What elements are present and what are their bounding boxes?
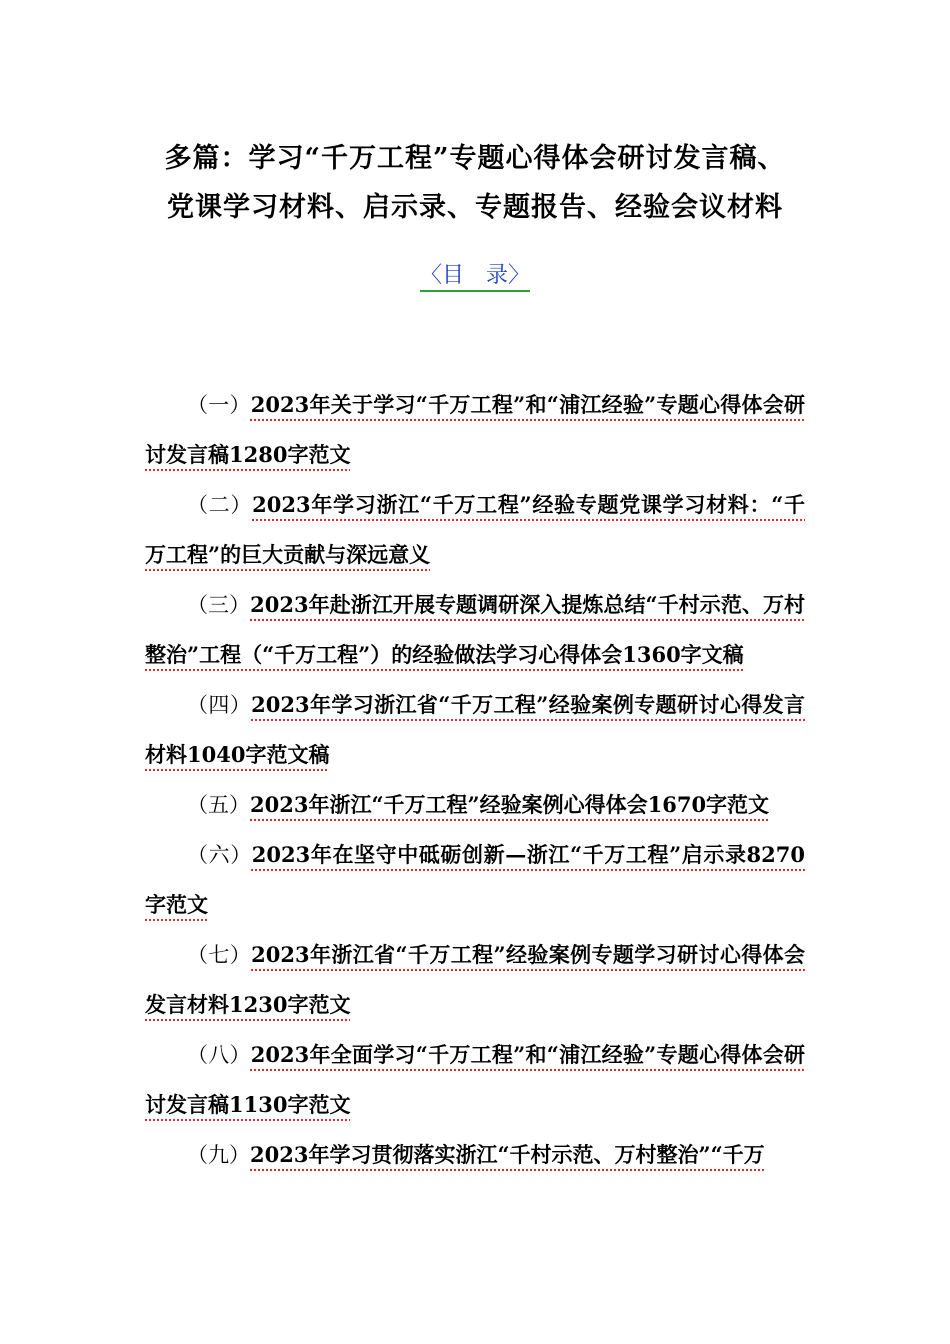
toc-entry-link[interactable]: 2023年学习浙江省“千万工程”经验案例专题研讨心得发言材料1040字范文稿	[145, 692, 805, 767]
toc-entry-8[interactable]	[145, 1030, 805, 1130]
toc-entry-7[interactable]	[145, 930, 805, 1030]
toc-entry-4[interactable]	[145, 680, 805, 780]
toc-entry-number: （四）	[187, 693, 252, 717]
toc-entry-number: （三）	[187, 593, 251, 617]
toc-entry-number: （六）	[187, 843, 252, 867]
toc-heading[interactable]	[0, 258, 950, 289]
toc-entry-link[interactable]: 2023年浙江省“千万工程”经验案例专题学习研讨心得体会发言材料1230字范文	[145, 942, 805, 1017]
toc-entry-number: （一）	[187, 393, 251, 417]
toc-heading-link[interactable]: 〈目 录〉	[420, 263, 530, 292]
toc-entry-link[interactable]: 2023年全面学习“千万工程”和“浦江经验”专题心得体会研讨发言稿1130字范文	[145, 1042, 806, 1117]
toc-entry-number: （二）	[187, 493, 253, 517]
toc-entry-number: （九）	[187, 1143, 250, 1167]
table-of-contents	[145, 380, 805, 1180]
document-title-line-1: 多篇：学习“千万工程”专题心得体会研讨发言稿、	[164, 143, 786, 174]
toc-entry-link[interactable]: 2023年浙江“千万工程”经验案例心得体会1670字范文	[250, 792, 770, 817]
toc-entry-5[interactable]	[145, 780, 805, 830]
toc-entry-link[interactable]: 2023年赴浙江开展专题调研深入提炼总结“千村示范、万村整治”工程（“千万工程”）的经验做法学习心得体会1360字文稿	[145, 592, 806, 667]
toc-entry-9[interactable]	[145, 1130, 805, 1180]
toc-entry-number: （八）	[187, 1043, 251, 1067]
toc-entry-1[interactable]	[145, 380, 805, 480]
toc-entry-number: （七）	[187, 943, 252, 967]
toc-entry-link[interactable]: 2023年在坚守中砥砺创新—浙江“千万工程”启示录8270字范文	[145, 842, 805, 917]
toc-entry-link[interactable]: 2023年学习浙江“千万工程”经验专题党课学习材料：“千万工程”的巨大贡献与深远意义	[145, 492, 806, 567]
toc-entry-2[interactable]	[145, 480, 805, 580]
toc-entry-6[interactable]	[145, 830, 805, 930]
toc-entry-3[interactable]	[145, 580, 805, 680]
toc-entry-link[interactable]: 2023年关于学习“千万工程”和“浦江经验”专题心得体会研讨发言稿1280字范文	[145, 392, 806, 467]
toc-entry-link[interactable]: 2023年学习贯彻落实浙江“千村示范、万村整治”“千万	[250, 1142, 765, 1167]
toc-entry-number: （五）	[187, 793, 250, 817]
document-title-line-2: 党课学习材料、启示录、专题报告、经验会议材料	[167, 192, 783, 223]
